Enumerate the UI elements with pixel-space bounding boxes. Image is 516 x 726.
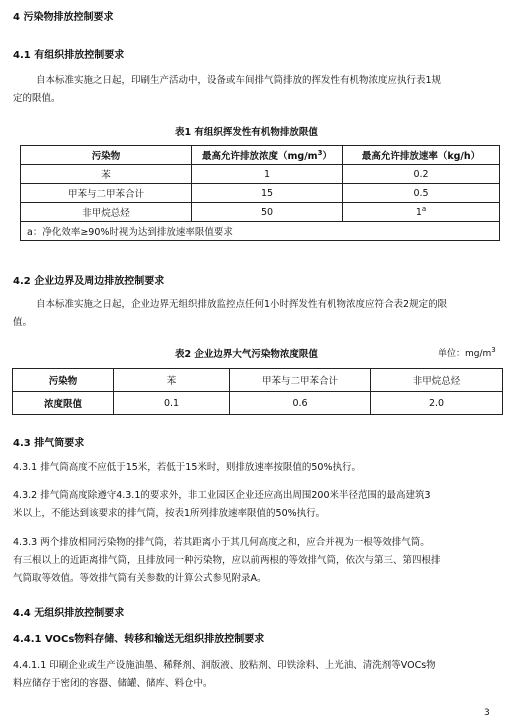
section-4-3-3-line2: 有三根以上的近距离排气筒，且排放同一种污染物，应以前两根的等效排气筒，依次与第三、第四根排 xyxy=(13,555,441,566)
section-4-2-heading: 4.2 企业边界及周边排放控制要求 xyxy=(13,276,165,287)
section-4-3-heading: 4.3 排气筒要求 xyxy=(13,438,85,449)
table1-cell: 甲苯与二甲苯合计 xyxy=(21,184,192,203)
table-row xyxy=(21,184,500,203)
table-row xyxy=(13,392,503,415)
page-number: 3 xyxy=(484,708,490,718)
table2 xyxy=(12,368,503,415)
section-4-heading: 4 污染物排放控制要求 xyxy=(13,12,114,23)
table2-header-benzene: 苯 xyxy=(114,369,230,392)
table1-header-concentration: 最高允许排放浓度$(mg/m^3)$ xyxy=(192,146,343,165)
table1-cell: 1$^a$ xyxy=(343,203,500,222)
table1-header-pollutant: 污染物 xyxy=(21,146,192,165)
table1-cell: 苯 xyxy=(21,165,192,184)
section-4-3-3-line3: 气筒取等效值。等效排气筒有关参数的计算公式参见附录A。 xyxy=(13,573,267,584)
table2-cell: 0.1 xyxy=(114,392,230,415)
table1-header-rate: 最高允许排放速率（kg/h） xyxy=(343,146,500,165)
section-4-2-para-line2: 值。 xyxy=(13,317,33,328)
table2-unit: 单位：$mg/m^3$ xyxy=(438,346,496,359)
section-4-3-2-line2: 米以上，不能达到该要求的排气筒，按表1所列排放速率限值的50%执行。 xyxy=(13,508,326,519)
table1-cell: 1 xyxy=(192,165,343,184)
table-row xyxy=(21,203,500,222)
section-4-4-1-heading: 4.4.1 VOCs物料存储、转移和输送无组织排放控制要求 xyxy=(13,634,265,645)
section-4-4-heading: 4.4 无组织排放控制要求 xyxy=(13,608,125,619)
table1-cell: 0.5 xyxy=(343,184,500,203)
table2-cell: 2.0 xyxy=(371,392,503,415)
section-4-4-1-1-line1: 4.4.1.1 印刷企业或生产设施油墨、稀释剂、润版液、胶粘剂、印铁涂料、上光油、清洗剂等VOCs物 xyxy=(13,660,436,671)
table2-header-toluene-xylene: 甲苯与二甲苯合计 xyxy=(230,369,371,392)
table1-note-row xyxy=(21,222,500,241)
table2-cell: 0.6 xyxy=(230,392,371,415)
table1-header-row xyxy=(21,146,500,165)
table1-note: a：净化效率≥90%时视为达到排放速率限值要求 xyxy=(21,222,500,241)
table1 xyxy=(20,145,500,241)
table2-header-row xyxy=(13,369,503,392)
section-4-3-3-line1: 4.3.3 两个排放相同污染物的排气筒，若其距离小于其几何高度之和，应合并视为一根等效排气筒。 xyxy=(13,537,430,548)
table2-header-pollutant: 污染物 xyxy=(13,369,114,392)
table1-caption: 表1 有组织挥发性有机物排放限值 xyxy=(175,127,318,138)
table1-cell: 50 xyxy=(192,203,343,222)
section-4-3-2-line1: 4.3.2 排气筒高度除遵守4.3.1的要求外，非工业园区企业还应高出周围200米半径范围的最高建筑3 xyxy=(13,490,431,501)
table1-cell: 15 xyxy=(192,184,343,203)
table1-cell: 0.2 xyxy=(343,165,500,184)
section-4-2-para-line1: 自本标准实施之日起，企业边界无组织排放监控点任何1小时挥发性有机物浓度应符合表2规定的限 xyxy=(36,299,448,310)
table2-row-label: 浓度限值 xyxy=(13,392,114,415)
table2-header-nmhc: 非甲烷总烃 xyxy=(371,369,503,392)
section-4-3-1: 4.3.1 排气筒高度不应低于15米，若低于15米时，则排放速率按限值的50%执行。 xyxy=(13,462,361,473)
table2-caption: 表2 企业边界大气污染物浓度限值 xyxy=(175,349,318,360)
section-4-1-para-line1: 自本标准实施之日起，印刷生产活动中，设备或车间排气筒排放的挥发性有机物浓度应执行表1规 xyxy=(36,75,442,86)
section-4-4-1-1-line2: 料应储存于密闭的容器、储罐、储库、料仓中。 xyxy=(13,678,213,689)
table1-cell: 非甲烷总烃 xyxy=(21,203,192,222)
section-4-1-heading: 4.1 有组织排放控制要求 xyxy=(13,50,125,61)
section-4-1-para-line2: 定的限值。 xyxy=(13,93,61,104)
table-row xyxy=(21,165,500,184)
